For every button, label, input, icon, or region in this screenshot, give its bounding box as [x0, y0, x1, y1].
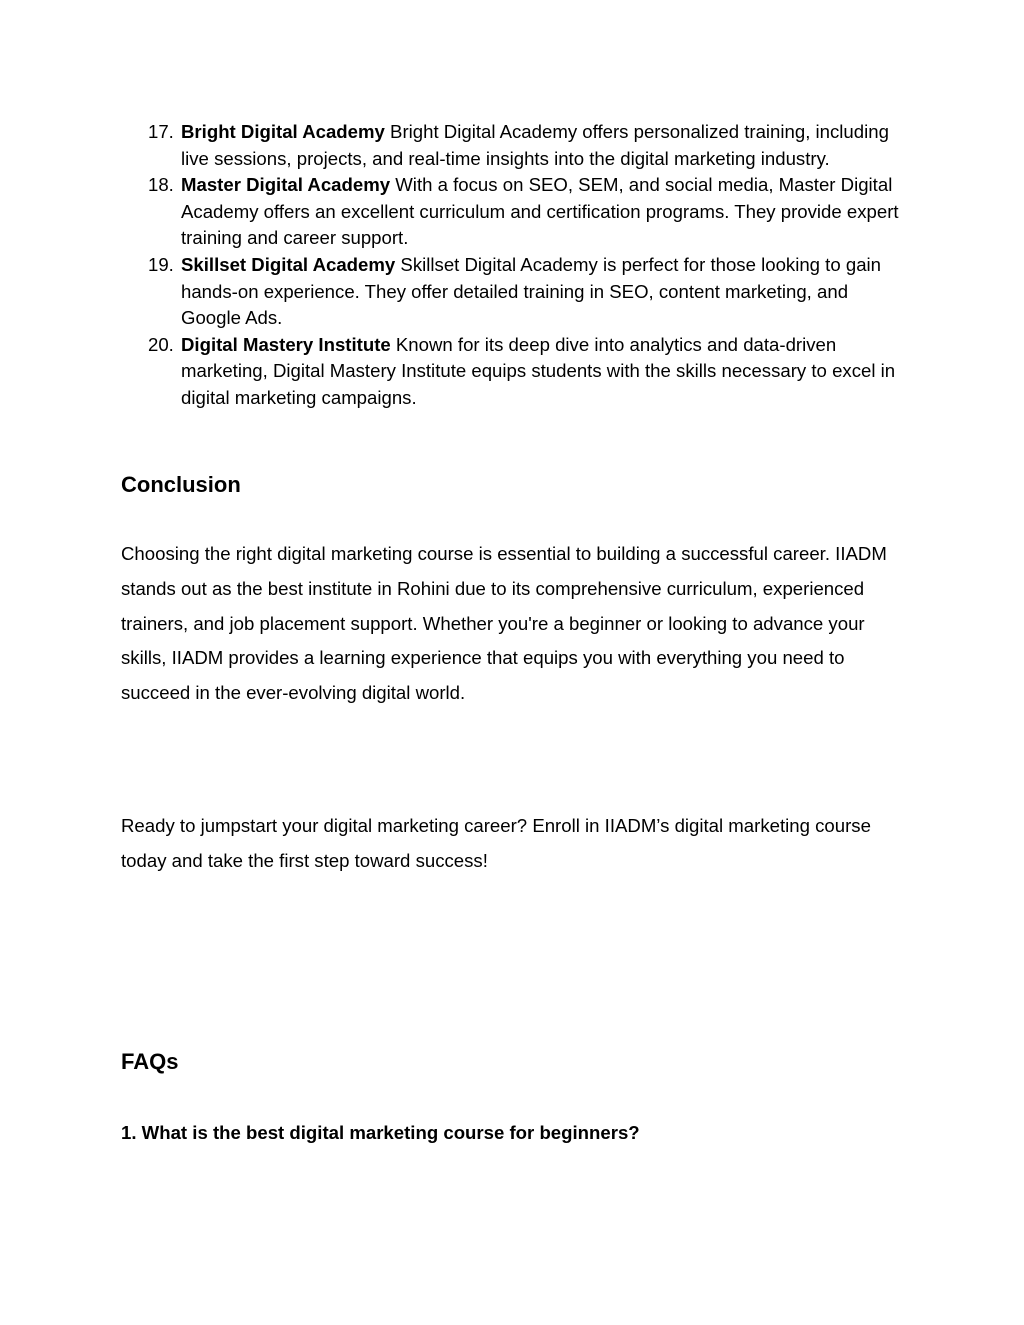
- list-item: [121, 119, 911, 172]
- conclusion-paragraph: Choosing the right digital marketing course is essential to building a successful career. IIADM stands out as the best institute in Rohini due to its comprehensive curriculum, experienced trainers, and job placement support. Whether you're a beginner or looking to advance your skills, IIADM provides a learning experience that equips you with everything you need to succeed in the ever-evolving digital world.: [121, 543, 887, 704]
- academy-list: [121, 119, 911, 412]
- faqs-heading: FAQs: [121, 1049, 179, 1074]
- list-item-text: Known for its deep dive into analytics and data-driven marketing, Digital Mastery Institute equips students with the skills necessary to excel in digital marketing campaigns.: [181, 333, 896, 408]
- list-item-number: 19.: [148, 253, 174, 275]
- list-item-title: Digital Mastery Institute: [181, 333, 391, 355]
- list-item-title: Bright Digital Academy: [181, 121, 385, 142]
- list-item-number: 20.: [148, 333, 174, 355]
- list-item-text: Skillset Digital Academy is perfect for those looking to gain hands-on experience. They offer detailed training in SEO, content marketing, and Google Ads.: [181, 253, 882, 329]
- faq-question: 1. What is the best digital marketing course for beginners?: [121, 1122, 640, 1143]
- conclusion-heading: Conclusion: [121, 472, 241, 497]
- list-item: [121, 332, 911, 412]
- list-item-text: Bright Digital Academy offers personalized training, including live sessions, projects, and real-time insights into the digital marketing industry.: [181, 121, 889, 169]
- list-item-number: 18.: [148, 174, 174, 196]
- list-item-number: 17.: [148, 121, 174, 142]
- list-item-text: With a focus on SEO, SEM, and social media, Master Digital Academy offers an excellent curriculum and certification programs. They provide expert training and career support.: [181, 174, 899, 249]
- list-item-title: Master Digital Academy: [181, 174, 391, 196]
- list-item: [121, 172, 911, 252]
- cta-paragraph: Ready to jumpstart your digital marketing career? Enroll in IIADM’s digital marketing course today and take the first step toward success!: [121, 815, 871, 871]
- list-item-title: Skillset Digital Academy: [181, 253, 396, 275]
- list-item: [121, 252, 911, 332]
